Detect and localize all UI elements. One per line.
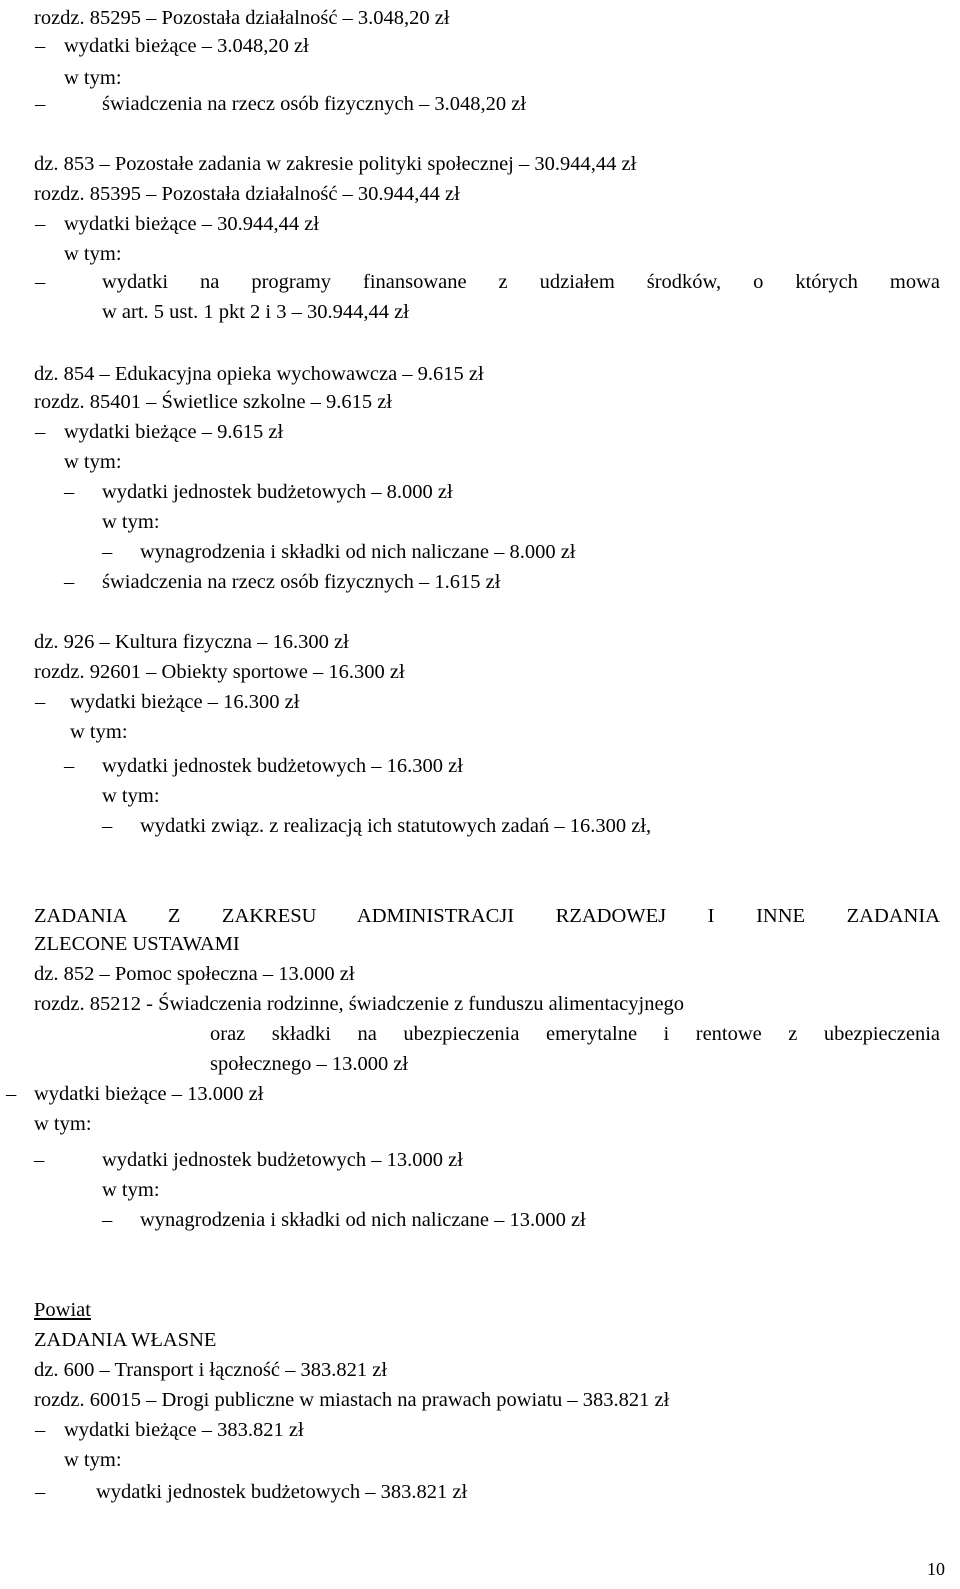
line-text: wydatki jednostek budżetowych – 16.300 zł [102,755,463,777]
list-dash: – [6,1083,17,1105]
list-dash: – [35,93,46,115]
page-number: 10 [927,1559,945,1579]
list-dash: – [64,755,75,777]
line-art-5 [0,296,960,328]
line-swiadczenia [0,566,960,598]
line-text: rozdz. 85401 – Świetlice szkolne – 9.615 zł [34,391,393,413]
line-text: w tym: [64,243,122,265]
line-wydatki-biezace [0,1414,960,1446]
powiat-heading: Powiat [34,1299,91,1321]
list-dash: – [35,35,46,57]
line-w-tym [0,1108,960,1140]
line-wydatki-jednostek [0,476,960,508]
line-w-tym [0,780,960,812]
line-w-tym [0,446,960,478]
line-w-tym [0,1444,960,1476]
line-rozdz-92601 [0,656,960,688]
line-rozdz-85212 [0,988,960,1020]
line-text: dz. 600 – Transport i łączność – 383.821 zł [34,1359,388,1381]
line-swiadczenia [0,88,960,120]
line-wydatki-biezace [0,1078,960,1110]
list-dash: – [35,1481,46,1503]
line-wydatki-jednostek [0,1476,960,1508]
line-text: dz. 926 – Kultura fizyczna – 16.300 zł [34,631,349,653]
line-powiat [0,1294,960,1326]
line-text: dz. 853 – Pozostałe zadania w zakresie polityki społecznej – 30.944,44 zł [34,153,637,175]
line-wydatki-biezace [0,686,960,718]
line-dz-853 [0,148,960,180]
list-dash: – [35,213,46,235]
list-dash: – [64,481,75,503]
line-text: w art. 5 ust. 1 pkt 2 i 3 – 30.944,44 zł [102,301,409,323]
line-text: w tym: [64,451,122,473]
line-dz-926 [0,626,960,658]
line-text: wynagrodzenia i składki od nich naliczane – 13.000 zł [140,1209,586,1231]
section-heading: ZLECONE USTAWAMI [34,933,240,955]
line-text: wydatki jednostek budżetowych – 8.000 zł [102,481,453,503]
line-rozdz-85401 [0,386,960,418]
section-heading: ZADANIA Z ZAKRESU ADMINISTRACJI RZADOWEJ I INNE ZADANIA [34,905,940,927]
line-rozdz-85395 [0,178,960,210]
list-dash: – [102,1209,113,1231]
line-w-tym [0,506,960,538]
line-text: rozdz. 92601 – Obiekty sportowe – 16.300 zł [34,661,405,683]
line-w-tym [0,716,960,748]
line-text: wydatki związ. z realizacją ich statutowych zadań – 16.300 zł, [140,815,652,837]
line-text: rozdz. 85212 - Świadczenia rodzinne, świadczenie z funduszu alimentacyjnego [34,993,685,1015]
line-text: w tym: [102,511,160,533]
line-text: wydatki bieżące – 30.944,44 zł [64,213,320,235]
line-w-tym [0,1174,960,1206]
line-text: oraz składki na ubezpieczenia emerytalne i rentowe z ubezpieczenia [210,1023,940,1045]
list-dash: – [35,1419,46,1441]
section-heading: ZADANIA WŁASNE [34,1329,217,1351]
list-dash: – [34,1149,45,1171]
line-text: rozdz. 85395 – Pozostała działalność – 30.944,44 zł [34,183,460,205]
line-zadania-wlasne [0,1324,960,1356]
line-text: wydatki jednostek budżetowych – 13.000 zł [102,1149,463,1171]
line-rozdz-85212-cont2 [0,1048,960,1080]
list-dash: – [102,541,113,563]
line-text: dz. 852 – Pomoc społeczna – 13.000 zł [34,963,355,985]
line-text: świadczenia na rzecz osób fizycznych – 3.048,20 zł [102,93,527,115]
line-text: wydatki bieżące – 16.300 zł [70,691,300,713]
line-wydatki-jednostek [0,1144,960,1176]
line-text: społecznego – 13.000 zł [210,1053,409,1075]
list-dash: – [102,815,113,837]
line-text: wydatki bieżące – 3.048,20 zł [64,35,309,57]
line-text: świadczenia na rzecz osób fizycznych – 1.615 zł [102,571,501,593]
line-dz-852 [0,958,960,990]
line-wynagrodzenia [0,536,960,568]
line-dz-600 [0,1354,960,1386]
line-text: w tym: [64,67,122,89]
line-wydatki-biezace [0,208,960,240]
line-rozdz-85212-cont [0,1018,960,1050]
line-wydatki-jednostek [0,750,960,782]
line-wynagrodzenia [0,1204,960,1236]
line-text: w tym: [102,1179,160,1201]
line-wydatki-biezace [0,416,960,448]
line-text: wydatki bieżące – 383.821 zł [64,1419,304,1441]
line-wydatki-programy [0,266,960,298]
line-text: w tym: [70,721,128,743]
line-text: dz. 854 – Edukacyjna opieka wychowawcza – 9.615 zł [34,363,484,385]
list-dash: – [35,421,46,443]
list-dash: – [35,271,46,293]
line-text: w tym: [64,1449,122,1471]
line-text: rozdz. 60015 – Drogi publiczne w miastach na prawach powiatu – 383.821 zł [34,1389,670,1411]
line-text: wynagrodzenia i składki od nich naliczane – 8.000 zł [140,541,576,563]
line-text: wydatki jednostek budżetowych – 383.821 zł [96,1481,468,1503]
list-dash: – [64,571,75,593]
line-text: wydatki bieżące – 13.000 zł [34,1083,264,1105]
line-text: wydatki na programy finansowane z udziałem środków, o których mowa [102,271,940,293]
line-text: rozdz. 85295 – Pozostała działalność – 3.048,20 zł [34,7,450,29]
line-wydatki-zwiaz [0,810,960,842]
list-dash: – [35,691,46,713]
line-rozdz-60015 [0,1384,960,1416]
line-text: w tym: [102,785,160,807]
line-wydatki-biezace [0,30,960,62]
line-text: wydatki bieżące – 9.615 zł [64,421,284,443]
line-section-heading-cont [0,928,960,960]
line-text: w tym: [34,1113,92,1135]
